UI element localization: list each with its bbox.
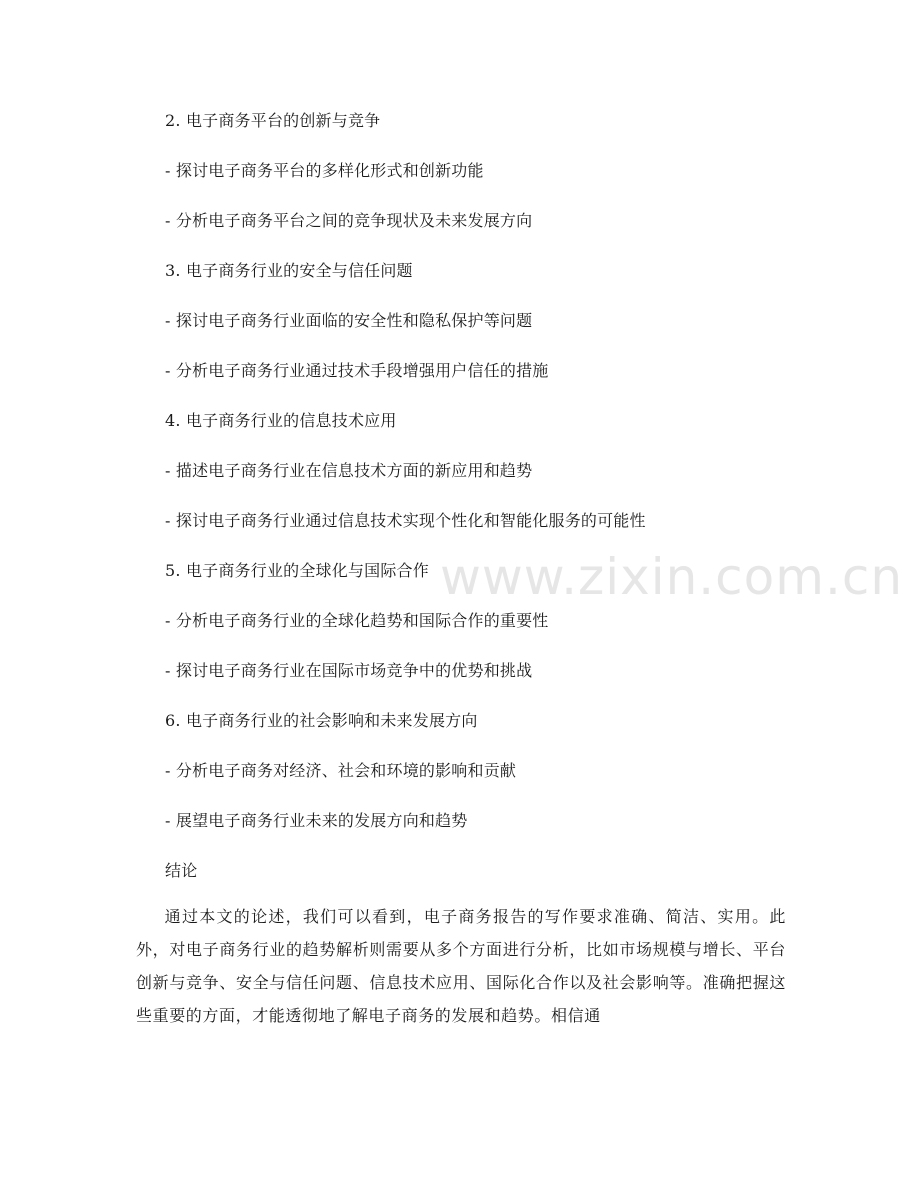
bullet-item: - 探讨电子商务行业在国际市场竞争中的优势和挑战 — [165, 661, 533, 680]
bullet-item: - 展望电子商务行业未来的发展方向和趋势 — [165, 811, 468, 830]
conclusion-heading: 结论 — [165, 861, 198, 880]
section-heading-2: 2. 电子商务平台的创新与竞争 — [165, 111, 381, 130]
bullet-item: - 分析电子商务平台之间的竞争现状及未来发展方向 — [165, 211, 533, 230]
section-heading-5: 5. 电子商务行业的全球化与国际合作 — [165, 561, 429, 580]
bullet-item: - 探讨电子商务行业面临的安全性和隐私保护等问题 — [165, 311, 533, 330]
bullet-item: - 描述电子商务行业在信息技术方面的新应用和趋势 — [165, 461, 533, 480]
bullet-item: - 分析电子商务对经济、社会和环境的影响和贡献 — [165, 761, 517, 780]
bullet-item: - 探讨电子商务平台的多样化形式和创新功能 — [165, 161, 484, 180]
conclusion-paragraph — [136, 900, 786, 1032]
conclusion-paragraph-text: 通过本文的论述，我们可以看到，电子商务报告的写作要求准确、简洁、实用。此外，对电子商务行业的趋势解析则需要从多个方面进行分析，比如市场规模与增长、平台创新与竞争、安全与信任问题、信息技术应用、国际化合作以及社会影响等。准确把握这些重要的方面，才能透彻地了解电子商务的发展和趋势。相信通 — [136, 907, 786, 1025]
section-heading-3: 3. 电子商务行业的安全与信任问题 — [165, 261, 413, 280]
watermark: www.zixin.com.cn — [440, 548, 904, 606]
section-heading-6: 6. 电子商务行业的社会影响和未来发展方向 — [165, 711, 478, 730]
section-heading-4: 4. 电子商务行业的信息技术应用 — [165, 411, 397, 430]
bullet-item: - 分析电子商务行业通过技术手段增强用户信任的措施 — [165, 361, 549, 380]
bullet-item: - 分析电子商务行业的全球化趋势和国际合作的重要性 — [165, 611, 549, 630]
bullet-item: - 探讨电子商务行业通过信息技术实现个性化和智能化服务的可能性 — [165, 511, 646, 530]
